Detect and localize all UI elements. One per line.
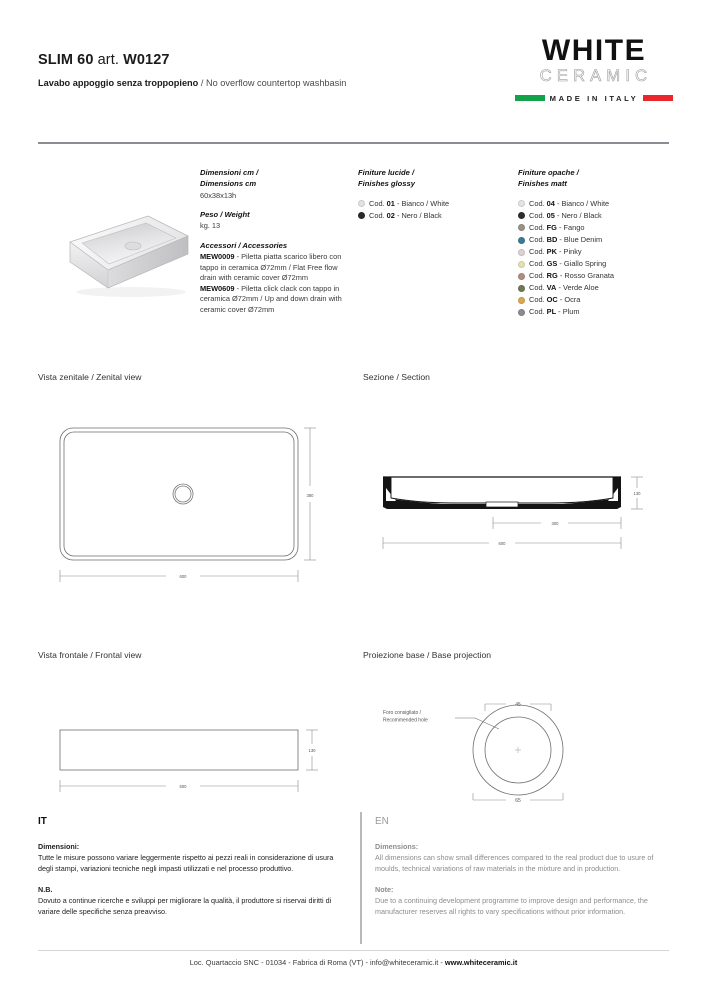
finish-code: 05 bbox=[546, 210, 555, 220]
product-photo bbox=[36, 196, 194, 314]
finish-prefix: Cod. bbox=[369, 198, 387, 208]
notes-italian bbox=[38, 814, 338, 929]
accessories-heading: Accessori / Accessories bbox=[200, 240, 288, 250]
footer-address: Loc. Quartaccio SNC - 01034 - Fabrica di Roma (VT) - info@whiteceramic.it - bbox=[189, 958, 445, 967]
finish-name: - Nero / Black bbox=[554, 210, 602, 220]
finish-option bbox=[518, 223, 678, 234]
color-swatch-icon bbox=[518, 261, 525, 268]
finish-prefix: Cod. bbox=[529, 198, 547, 208]
spec-dimensions bbox=[200, 168, 348, 201]
product-art-label: art. bbox=[93, 52, 124, 68]
footer-website[interactable]: www.whiteceramic.it bbox=[444, 958, 518, 967]
finish-label bbox=[529, 307, 580, 318]
notes-en-heading-2: Note: bbox=[375, 885, 394, 895]
finish-code: GS bbox=[546, 259, 558, 269]
finish-code: FG bbox=[546, 222, 557, 232]
finish-label bbox=[529, 247, 582, 258]
color-swatch-icon bbox=[518, 224, 525, 231]
finish-code: BD bbox=[546, 234, 558, 244]
product-code: W0127 bbox=[123, 52, 170, 68]
finish-prefix: Cod. bbox=[529, 307, 547, 317]
finish-option bbox=[518, 211, 678, 222]
notes-en-text-1: All dimensions can show small differences compared to the real product due to usure of moulds, technical variations of raw materials in the mixture and in production. bbox=[375, 852, 654, 873]
accessory-code: MEW0609 bbox=[200, 283, 235, 293]
finishes-matt-list bbox=[518, 199, 678, 319]
finish-code: OC bbox=[546, 295, 558, 305]
footer-contact bbox=[38, 958, 669, 967]
made-in-italy-text: MADE IN ITALY bbox=[549, 93, 639, 103]
section-height-dim: 130 bbox=[633, 491, 641, 496]
frontal-view-drawing bbox=[38, 688, 338, 803]
zenital-height-dim: 380 bbox=[306, 493, 314, 498]
spec-weight bbox=[200, 210, 348, 232]
finish-code: RG bbox=[546, 271, 558, 281]
color-swatch-icon bbox=[518, 285, 525, 292]
section-view-title: Sezione / Section bbox=[363, 372, 430, 382]
finish-prefix: Cod. bbox=[369, 210, 387, 220]
finish-option bbox=[358, 199, 508, 210]
notes-en-heading-1: Dimensions: bbox=[375, 842, 419, 851]
finish-label bbox=[529, 199, 609, 210]
finish-name: - Plum bbox=[556, 307, 580, 317]
accessory-code: MEW0009 bbox=[200, 252, 235, 262]
weight-heading: Peso / Weight bbox=[200, 210, 250, 220]
finish-prefix: Cod. bbox=[529, 259, 547, 269]
accessory-item bbox=[200, 252, 348, 284]
base-outer-dim: 65 bbox=[515, 798, 521, 804]
header-divider bbox=[38, 142, 669, 144]
basin-inner-outline bbox=[64, 432, 294, 556]
notes-lang-it: IT bbox=[38, 816, 47, 827]
frontal-outline bbox=[60, 730, 298, 770]
subtitle-separator: / bbox=[198, 78, 206, 88]
subtitle-en: No overflow countertop washbasin bbox=[205, 78, 347, 88]
finish-label bbox=[369, 199, 449, 210]
frontal-view-title: Vista frontale / Frontal view bbox=[38, 650, 142, 660]
finish-label bbox=[529, 259, 606, 270]
finishes-glossy-heading-en: Finishes glossy bbox=[358, 179, 415, 189]
basin-outer-outline bbox=[60, 428, 298, 560]
finish-name: - Nero / Black bbox=[394, 210, 442, 220]
finish-code: PL bbox=[546, 307, 557, 317]
photo-drain bbox=[125, 242, 141, 250]
notes-divider bbox=[360, 812, 362, 944]
finishes-matt-heading-it: Finiture opache / bbox=[518, 168, 579, 177]
dimensions-heading-it: Dimensioni cm / bbox=[200, 168, 259, 177]
finishes-matt-heading bbox=[518, 168, 678, 190]
finish-label bbox=[369, 211, 442, 222]
finish-option bbox=[518, 259, 678, 270]
italy-flag-red-bar bbox=[643, 95, 673, 101]
drain-circle bbox=[173, 484, 193, 504]
base-projection-drawing bbox=[363, 688, 663, 813]
finish-code: 04 bbox=[546, 198, 555, 208]
finish-name: - Ocra bbox=[557, 295, 581, 305]
made-in-italy bbox=[513, 94, 675, 103]
finish-option bbox=[518, 295, 678, 306]
spec-accessories bbox=[200, 241, 348, 315]
footer-divider bbox=[38, 950, 669, 951]
subtitle-it: Lavabo appoggio senza troppopieno bbox=[38, 78, 199, 88]
finish-name: - Bianco / White bbox=[554, 198, 610, 208]
color-swatch-icon bbox=[358, 212, 365, 219]
leader-line bbox=[455, 718, 499, 729]
logo-word-white: WHITE bbox=[541, 34, 647, 67]
color-swatch-icon bbox=[518, 297, 525, 304]
color-swatch-icon bbox=[518, 212, 525, 219]
finish-option bbox=[518, 283, 678, 294]
zenital-width-dim: 600 bbox=[179, 574, 187, 579]
finish-option bbox=[518, 271, 678, 282]
finish-label bbox=[529, 271, 614, 282]
frontal-height-dim: 130 bbox=[308, 748, 316, 753]
color-swatch-icon bbox=[518, 237, 525, 244]
color-swatch-icon bbox=[358, 200, 365, 207]
section-inner-dim: 300 bbox=[551, 521, 559, 526]
finish-name: - Rosso Granata bbox=[557, 271, 615, 281]
brand-logo bbox=[513, 36, 675, 103]
weight-value: kg. 13 bbox=[200, 221, 221, 231]
section-drain-slot bbox=[486, 502, 518, 507]
finish-name: - Giallo Spring bbox=[557, 259, 607, 269]
finish-prefix: Cod. bbox=[529, 210, 547, 220]
finish-name: - Bianco / White bbox=[394, 198, 450, 208]
finish-option bbox=[518, 199, 678, 210]
finish-name: - Pinky bbox=[556, 246, 582, 256]
italy-flag-green-bar bbox=[515, 95, 545, 101]
finishes-glossy-heading bbox=[358, 168, 508, 190]
logo-word-ceramic: CERAMIC bbox=[539, 67, 653, 85]
dimensions-heading-en: Dimensions cm bbox=[200, 179, 257, 189]
notes-it-text-2: Dovuto a continue ricerche e sviluppi per migliorare la qualità, il produttore si riservai diritti di variare delle specifiche senza preavviso. bbox=[38, 896, 332, 916]
accessory-text: - Piletta click clack con tappo in ceramica Ø72mm / Up and down drain with ceramic cover Ø72mm bbox=[200, 283, 342, 314]
finish-option bbox=[518, 307, 678, 318]
finish-name: - Verde Aloe bbox=[556, 283, 599, 293]
color-swatch-icon bbox=[518, 309, 525, 316]
notes-it-text-1: Tutte le misure possono variare leggermente rispetto ai pezzi reali in considerazione di usura degli stampi, variazioni tecniche negli impasti utilizzati e nel processo produttivo. bbox=[38, 852, 334, 873]
product-name: SLIM 60 bbox=[38, 52, 94, 68]
zenital-view-title: Vista zenitale / Zenital view bbox=[38, 372, 142, 382]
base-projection-title: Proiezione base / Base projection bbox=[363, 650, 492, 660]
recommended-hole-note-it: Foro consigliato / bbox=[383, 710, 422, 716]
finish-name: - Blue Denim bbox=[557, 234, 603, 244]
finish-prefix: Cod. bbox=[529, 283, 547, 293]
finish-label bbox=[529, 283, 599, 294]
finish-prefix: Cod. bbox=[529, 271, 547, 281]
finish-prefix: Cod. bbox=[529, 234, 547, 244]
finishes-matt-heading-en: Finishes matt bbox=[518, 179, 567, 189]
section-width-dim: 600 bbox=[498, 541, 506, 546]
finish-label bbox=[529, 235, 602, 246]
accessory-text: - Piletta piatta scarico libero con tappo in ceramica Ø72mm / Flat Free flow drain with ceramic cover Ø72mm bbox=[200, 252, 342, 283]
spec-column-dimensions bbox=[200, 168, 348, 324]
finish-name: - Fango bbox=[556, 222, 585, 232]
notes-it-heading-1: Dimensioni: bbox=[38, 842, 80, 851]
notes-lang-en: EN bbox=[375, 816, 389, 827]
zenital-view-drawing bbox=[38, 410, 338, 595]
finish-option bbox=[518, 247, 678, 258]
section-view-drawing bbox=[363, 410, 663, 575]
notes-en-text-2: Due to a continuing development programme to improve design and performance, the manufacturer reserves all rights to vary specifications without prior information. bbox=[375, 896, 648, 916]
finish-code: PK bbox=[546, 246, 557, 256]
finish-code: 01 bbox=[386, 198, 395, 208]
notes-english bbox=[375, 814, 675, 929]
finish-prefix: Cod. bbox=[529, 295, 547, 305]
finish-option bbox=[518, 235, 678, 246]
finishes-glossy-heading-it: Finiture lucide / bbox=[358, 168, 415, 177]
finish-prefix: Cod. bbox=[529, 246, 547, 256]
finish-label bbox=[529, 211, 602, 222]
finish-code: 02 bbox=[386, 210, 395, 220]
finish-option bbox=[358, 211, 508, 222]
finish-label bbox=[529, 295, 580, 306]
color-swatch-icon bbox=[518, 200, 525, 207]
recommended-hole-note-en: Recommended hole bbox=[383, 717, 428, 724]
spec-column-finishes-glossy bbox=[358, 168, 508, 223]
accessory-item bbox=[200, 284, 348, 316]
spec-column-finishes-matt bbox=[518, 168, 678, 320]
finish-code: VA bbox=[546, 283, 557, 293]
frontal-width-dim: 600 bbox=[179, 784, 187, 789]
dimensions-value: 60x38x13h bbox=[200, 190, 237, 200]
notes-it-heading-2: N.B. bbox=[38, 885, 53, 895]
color-swatch-icon bbox=[518, 273, 525, 280]
finish-prefix: Cod. bbox=[529, 222, 547, 232]
finish-label bbox=[529, 223, 584, 234]
color-swatch-icon bbox=[518, 249, 525, 256]
base-inner-dim: 45 bbox=[515, 702, 521, 708]
